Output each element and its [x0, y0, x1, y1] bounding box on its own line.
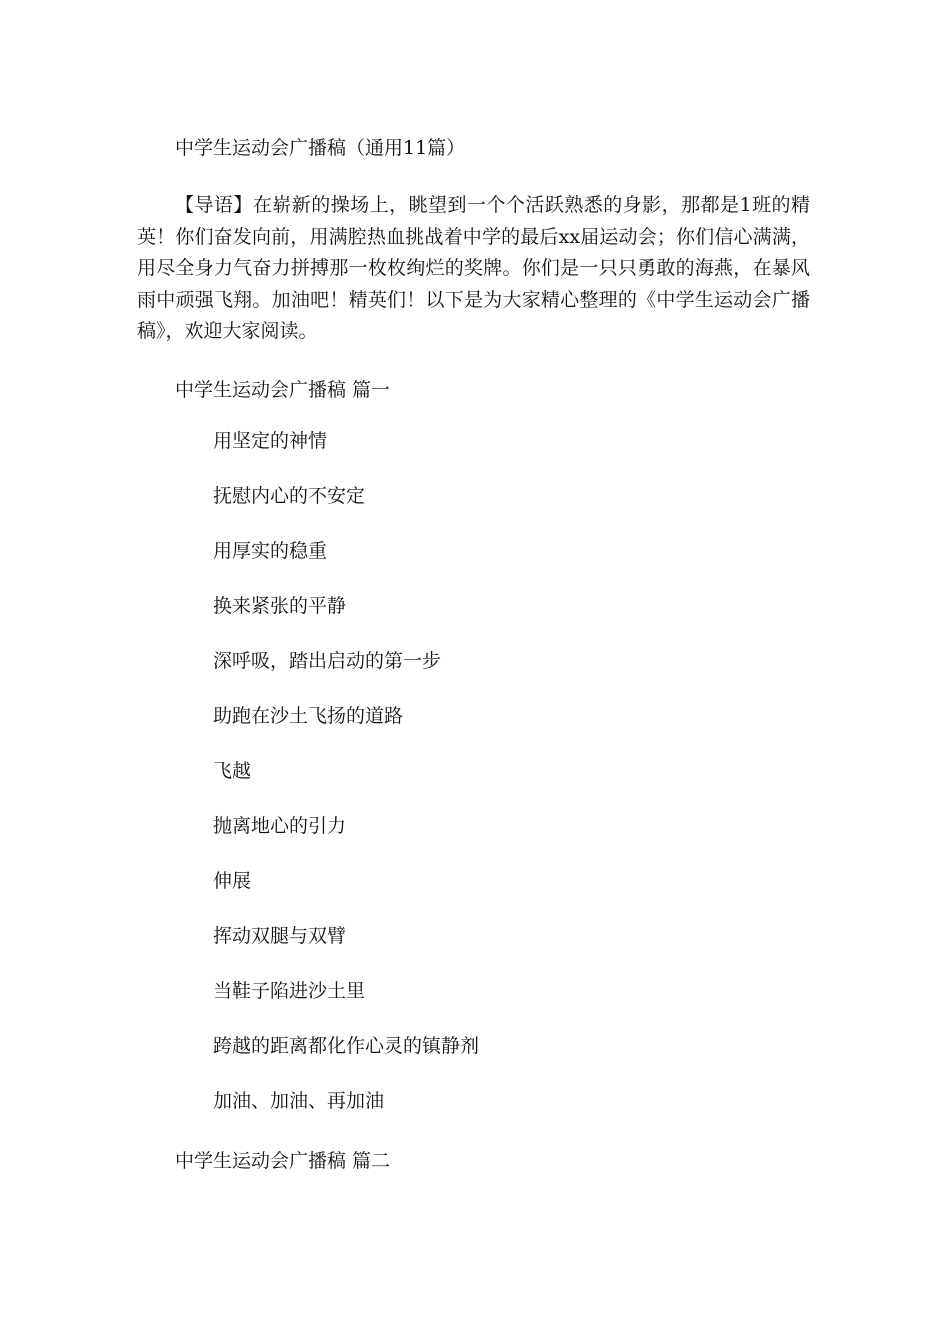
section-heading-1: 中学生运动会广播稿 篇一: [175, 379, 391, 401]
poem-line: 伸展: [213, 870, 252, 892]
poem-line: 抚慰内心的不安定: [213, 485, 366, 507]
poem-line: 抛离地心的引力: [213, 815, 347, 837]
poem-line: 加油、加油、再加油: [213, 1090, 385, 1112]
poem-line: 当鞋子陷进沙土里: [213, 980, 366, 1002]
poem-line: 深呼吸，踏出启动的第一步: [213, 650, 442, 672]
poem-line: 用坚定的神情: [213, 430, 328, 452]
section-heading-2: 中学生运动会广播稿 篇二: [175, 1150, 391, 1172]
poem-lines: [213, 428, 479, 1143]
poem-line: 跨越的距离都化作心灵的镇静剂: [213, 1035, 480, 1057]
intro-paragraph: 【导语】在崭新的操场上，眺望到一个个活跃熟悉的身影，那都是1班的精英！你们奋发向前，用满腔热血挑战着中学的最后xx届运动会；你们信心满满，用尽全身力气奋力拼搏那一枚枚绚烂的奖牌。你们是一只只勇敢的海燕，在暴风雨中顽强飞翔。加油吧！精英们！以下是为大家精心整理的《中学生运动会广播稿》，欢迎大家阅读。: [137, 194, 810, 342]
poem-line: 用厚实的稳重: [213, 540, 328, 562]
poem-line: 助跑在沙土飞扬的道路: [213, 705, 404, 727]
poem-line: 飞越: [213, 760, 252, 782]
document-title: 中学生运动会广播稿（通用11篇）: [175, 137, 466, 159]
poem-line: 换来紧张的平静: [213, 595, 347, 617]
poem-line: 挥动双腿与双臂: [213, 925, 347, 947]
